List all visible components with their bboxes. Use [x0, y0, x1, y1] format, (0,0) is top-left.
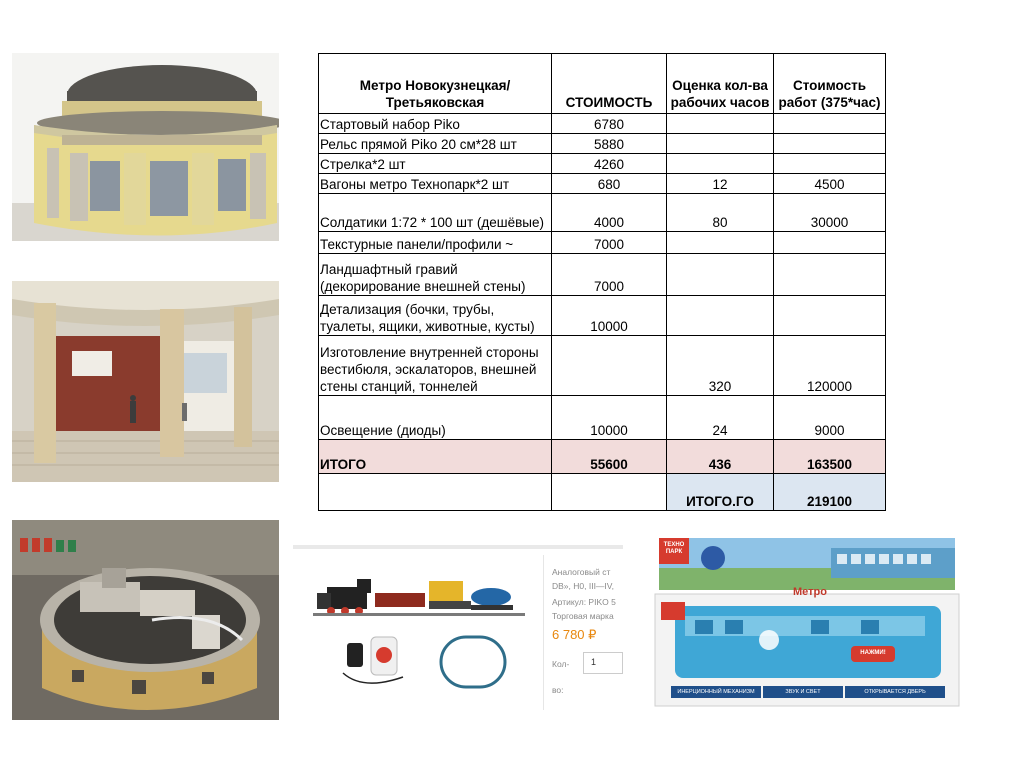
grand-total-row: [319, 474, 886, 511]
row-label: Стартовый набор Piko: [319, 114, 552, 134]
row-hours: [667, 254, 774, 296]
row-label: Ландшафтный гравий (декорирование внешней стены): [319, 254, 552, 296]
row-cost: [552, 336, 667, 396]
qty-label: Кол-: [552, 659, 570, 669]
table-row: [319, 134, 886, 154]
grand-total-label: ИТОГО.ГО: [667, 474, 774, 511]
row-label: Детализация (бочки, трубы, туалеты, ящики, животные, кусты): [319, 296, 552, 336]
row-label: Изготовление внутренней стороны вестибюля, эскалаторов, внешней стены станций, тоннелей: [319, 336, 552, 396]
row-work: [774, 296, 886, 336]
row-hours: [667, 232, 774, 254]
product-article: Артикул: PIKO 5: [552, 597, 616, 607]
table-row: [319, 174, 886, 194]
row-cost: 7000: [552, 232, 667, 254]
table-row: [319, 336, 886, 396]
total-work: 163500: [774, 440, 886, 474]
row-work: [774, 134, 886, 154]
grand-empty-1: [319, 474, 552, 511]
model-interior-photo: [12, 281, 279, 482]
row-work: 30000: [774, 194, 886, 232]
row-cost: 6780: [552, 114, 667, 134]
card-top-divider: [293, 545, 623, 549]
box-brand-label: ТЕХНО ПАРК: [663, 542, 685, 555]
cost-table: [318, 53, 886, 511]
header-hours: Оценка кол-ва рабочих часов: [667, 54, 774, 114]
box-strip-1: ИНЕРЦИОННЫЙ МЕХАНИЗМ: [677, 689, 755, 695]
box-strip-2: ЗВУК И СВЕТ: [785, 689, 821, 695]
row-hours: [667, 154, 774, 174]
total-cost: 55600: [552, 440, 667, 474]
table-row: [319, 194, 886, 232]
row-hours: 80: [667, 194, 774, 232]
product-brand: Торговая марка: [552, 611, 614, 621]
grand-total-value: 219100: [774, 474, 886, 511]
row-cost: 7000: [552, 254, 667, 296]
box-strip-3: ОТКРЫВАЕТСЯ ДВЕРЬ: [864, 689, 926, 695]
model-top-view-photo: [12, 520, 279, 720]
row-work: 9000: [774, 396, 886, 440]
row-work: [774, 154, 886, 174]
row-work: [774, 254, 886, 296]
grand-empty-2: [552, 474, 667, 511]
row-hours: 320: [667, 336, 774, 396]
row-label: Солдатики 1:72 * 100 шт (дешёвые): [319, 194, 552, 232]
row-cost: 4000: [552, 194, 667, 232]
table-row: [319, 254, 886, 296]
quantity-input[interactable]: 1: [583, 652, 623, 674]
model-exterior-photo: [12, 53, 279, 241]
row-work: [774, 114, 886, 134]
row-label: Освещение (диоды): [319, 396, 552, 440]
product-price: 6 780 ₽: [552, 627, 597, 642]
product-title-line2: DB», H0, III—IV,: [552, 581, 615, 591]
row-work: 120000: [774, 336, 886, 396]
card-divider: [543, 555, 544, 710]
product-card: [293, 545, 623, 710]
row-label: Рельс прямой Piko 20 см*28 шт: [319, 134, 552, 154]
header-cost: СТОИМОСТЬ: [552, 54, 667, 114]
product-title-line1: Аналоговый ст: [552, 567, 611, 577]
header-item: Метро Новокузнецкая/Третьяковская: [319, 54, 552, 114]
row-label: Вагоны метро Технопарк*2 шт: [319, 174, 552, 194]
row-cost: 4260: [552, 154, 667, 174]
row-work: [774, 232, 886, 254]
total-label: ИТОГО: [319, 440, 552, 474]
table-row: [319, 396, 886, 440]
row-label: Стрелка*2 шт: [319, 154, 552, 174]
row-label: Текстурные панели/профили ~: [319, 232, 552, 254]
table-header-row: [319, 54, 886, 114]
box-button-label: НАЖМИ!: [860, 650, 886, 656]
table-row: [319, 232, 886, 254]
row-hours: 12: [667, 174, 774, 194]
row-hours: [667, 114, 774, 134]
header-work-cost: Стоимость работ (375*час): [774, 54, 886, 114]
row-cost: 5880: [552, 134, 667, 154]
box-title-label: Метро: [793, 586, 827, 598]
row-hours: [667, 134, 774, 154]
table-row: [319, 154, 886, 174]
qty-label-2: во:: [552, 685, 564, 695]
train-set-image: [313, 573, 533, 703]
row-cost: 10000: [552, 396, 667, 440]
row-work: 4500: [774, 174, 886, 194]
row-cost: 680: [552, 174, 667, 194]
row-cost: 10000: [552, 296, 667, 336]
row-hours: 24: [667, 396, 774, 440]
table-row: [319, 114, 886, 134]
table-row: [319, 296, 886, 336]
row-hours: [667, 296, 774, 336]
total-row: [319, 440, 886, 474]
toy-box-photo: [651, 528, 963, 710]
total-hours: 436: [667, 440, 774, 474]
